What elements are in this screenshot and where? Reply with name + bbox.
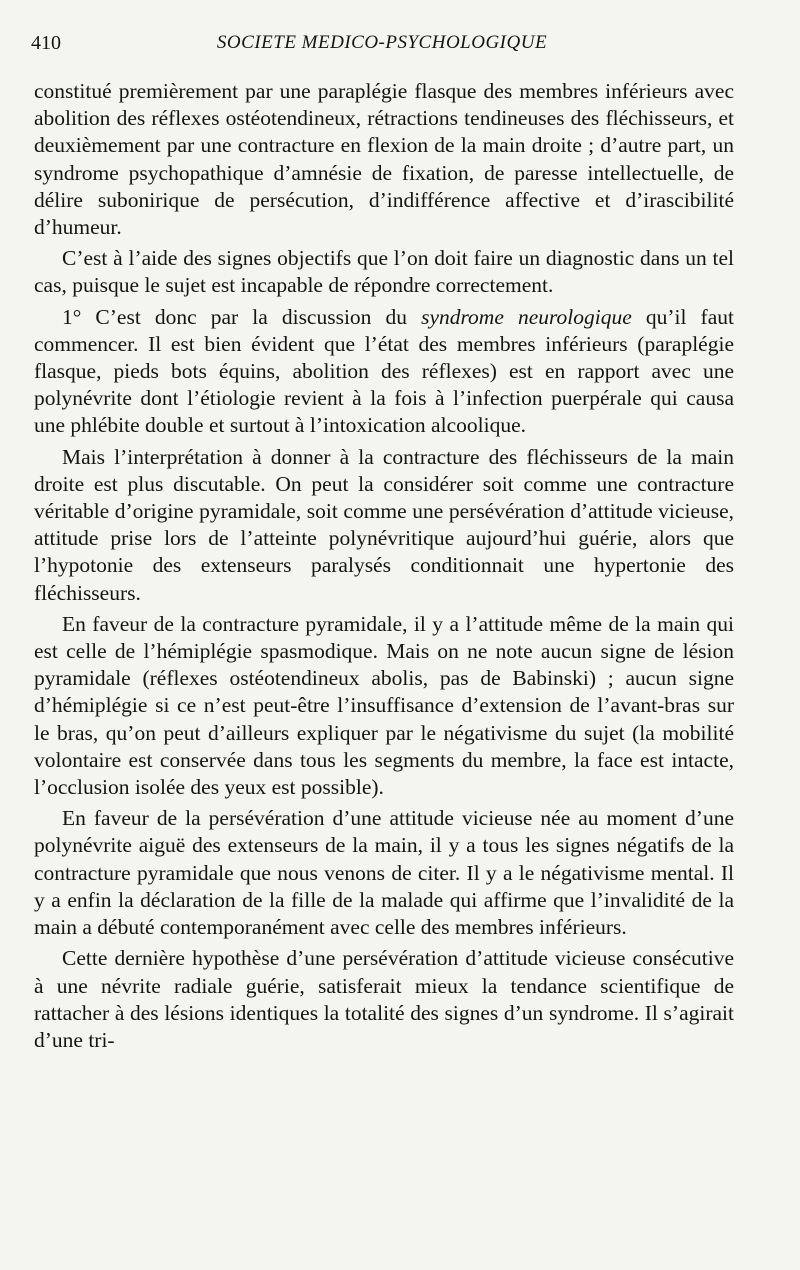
paragraph: Cette dernière hypothèse d’une persévération d’attitude vicieuse consécutive à une névrite radiale guérie, satisferait mieux la tendance scientifique de rattacher à des lésions identiques la totalité des signes d’un syndrome. Il s’agirait d’une tri- [34, 946, 734, 1052]
paragraph: En faveur de la persévération d’une attitude vicieuse née au moment d’une polynévrite aiguë des extenseurs de la main, il y a tous les signes négatifs de la contracture pyramidale que nous venons de citer. Il y a le négativisme mental. Il y a enfin la déclaration de la fille de la malade qui affirme que l’invalidité de la main a débuté contemporanément avec celle des membres inférieurs. [34, 806, 734, 940]
italic-term: syndrome neurologique [421, 304, 632, 329]
paragraph-text: 1° C’est donc par la discussion du [62, 304, 422, 329]
page-body [34, 78, 734, 1058]
paragraph [34, 304, 734, 440]
paragraph-text: qu’il faut commencer. Il est bien évident que l’état des membres inférieurs (paraplégie flasque, pieds bots équins, abolition des réflexes) est en rapport avec une polynévrite dont l’étiologie revient à la fois à l’infection puerpérale qui causa une phlébite double et surtout à l’intoxication alcoolique. [34, 304, 734, 438]
running-head: SOCIETE MEDICO-PSYCHOLOGIQUE [216, 32, 548, 53]
page-number: 410 [31, 32, 61, 54]
page-header [31, 32, 733, 60]
paragraph: C’est à l’aide des signes objectifs que l’on doit faire un diagnostic dans un tel cas, puisque le sujet est incapable de répondre correctement. [34, 246, 734, 298]
paragraph: constitué premièrement par une paraplégie flasque des membres inférieurs avec abolition des réflexes ostéotendineux, rétractions tendineuses des fléchisseurs, et deuxièmement par une contracture en flexion de la main droite ; d’autre part, un syndrome psychopathique d’amnésie de fixation, de paresse intellectuelle, de délire subonirique de persécution, d’indifférence affective et d’irascibilité d’humeur. [34, 79, 734, 240]
paragraph: En faveur de la contracture pyramidale, il y a l’attitude même de la main qui est celle de l’hémiplégie spasmodique. Mais on ne note aucun signe de lésion pyramidale (réflexes ostéotendineux abolis, pas de Babinski) ; aucun signe d’hémiplégie si ce n’est peut-être l’insuffisance d’extension de l’avant-bras sur le bras, qu’on peut d’ailleurs expliquer par le négativisme du sujet (la mobilité volontaire est conservée dans tous les segments du membre, la face est intacte, l’occlusion isolée des yeux est possible). [34, 611, 734, 800]
paragraph: Mais l’interprétation à donner à la contracture des fléchisseurs de la main droite est plus discutable. On peut la considérer soit comme une contracture véritable d’origine pyramidale, soit comme une persévération d’attitude vicieuse, attitude prise lors de l’atteinte polynévritique aujourd’hui guérie, alors que l’hypotonie des extenseurs paralysés conditionnait une hypertonie des fléchisseurs. [34, 444, 734, 605]
